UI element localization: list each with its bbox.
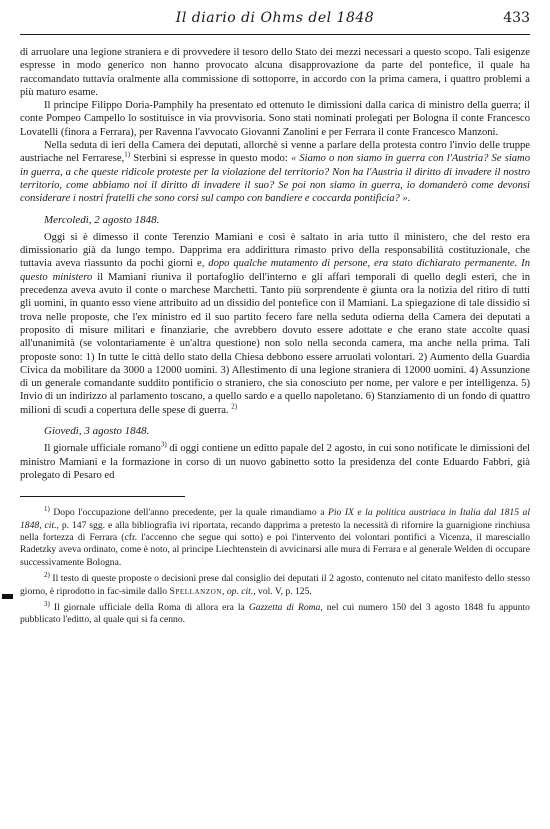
running-header — [20, 10, 530, 32]
footnote — [20, 573, 530, 598]
footnote-ref: 3) — [160, 440, 167, 449]
text-run: , p. 147 sgg. e alla bibliografia ivi riportata, recando dapprima a pretesto la necessità di rifornire la guarnigione rinchiusa nella fortezza di Ferrara (cfr. l'accenno che segue qui sotto) e poi l'intervento dei volontari pontifici a Vicenza, il maresciallo Radetzky aveva ordinato, come è noto, al principe Liechtenstein di avvicinarsi alle mura di Ferrara e al generale Welden di occupare successivamente Bologna. — [20, 519, 530, 568]
footnote-rule — [20, 496, 185, 497]
paragraph — [20, 139, 530, 205]
diary-date: Giovedì, 3 agosto 1848. — [44, 425, 150, 438]
italic-run: op. cit. — [226, 585, 254, 597]
text-run: , vol. V, p. 125. — [253, 585, 312, 597]
text-run: , nel cui numero 150 del 3 agosto 1848 fu appunto pubblicato l'editto, al quale qui si fa cenno. — [20, 602, 530, 626]
text-run: Dopo l'occupazione dell'anno precedente, per la quale rimandiamo a — [49, 507, 328, 519]
page-body — [20, 46, 530, 631]
text-run: Il testo di queste proposte o decisioni prese dal consiglio dei deputati il 2 agosto, contenuto nel citato manifesto dello stesso giorno, è riprodotto in fac-simile dallo — [20, 573, 530, 597]
text-run: il Mamiani riuniva il portafoglio dell'interno e gli affari temporali di quello degli esteri, che in precedenza aveva avuto il conte o marchese Marchetti. Tanto più sorprendente è giunta ora la notizia del ritiro di tutti gli uomini, in quanto esso viene attribuito ad un dissidio del pontefice con il Mamiani. La spiegazione di tale dissidio si trova nelle proposte, che l'ex ministro ed il suo partito fecero fare nella seduta odierna della Camera dei deputati a proposito di misure militari e finanziarie, che avrebbero dovuto essere adottate e che erano state accolte quasi all'unanimità (se volontariamente è un'altra questione) non solo nella seconda camera, ma anche nella prima. Tali proposte sono: 1) In tutte le città dello stato della Chiesa debbono essere arruolati volontari. 2) Aumento della Guardia Civica da mobilitare da 3000 a 12000 uomini. 3) Allestimento di una legione straniera di 12000 uomini. 4) Assunzione di un generale comandante suddito pontificio o straniero, che sia conosciuto per nome, per valore e per intelligenza. 5) Invio di un indirizzo al parlamento toscano, a quello sardo e a quello napoletano. 6) Stanziamento di un fondo di quattro milioni di scudi a copertura delle spese di guerra. — [20, 271, 531, 416]
paragraph — [20, 442, 530, 482]
footnote-number: 1) — [44, 505, 50, 514]
footnote-number: 3) — [44, 599, 50, 608]
text-run: Il giornale ufficiale della Roma di allora era la — [49, 602, 249, 614]
header-rule — [20, 34, 530, 35]
footnote — [20, 507, 530, 569]
footnote — [20, 599, 530, 627]
text-run: Nella seduta di ieri della Camera dei deputati, allorchè si venne a parlare della protesta contro l'invio delle truppe austriache nel Ferrarese, — [20, 140, 530, 165]
text-run: Il giornale ufficiale romano — [44, 443, 161, 455]
text-run: , — [222, 585, 227, 597]
italic-run: Gazzetta di Roma — [248, 602, 321, 614]
author-name: Spellanzon — [169, 585, 223, 597]
footnote-ref: 2) — [231, 402, 238, 411]
quotation: « Siamo o non siamo in guerra con l'Austria? Se siamo in guerra, a che queste ridicole proteste per la violazione del territorio? Non ha l'Austria il diritto di invadere il nostro territorio, come abbiamo noi il diritto di invadere il suo? Se poi non siamo in guerra, io domanderò come devonsi considerare i nostri fratelli che sono corsi sul campo con bandiere e coccarda pontificia? ». — [20, 153, 531, 205]
page-number: 433 — [503, 10, 530, 26]
paragraph: di arruolare una legione straniera e di provvedere il tesoro dello Stato dei mezzi necessari a questo scopo. Tali esigenze espresse in modo generico non hanno provocato alcuna disapprovazione da parte del pontefice, il quale ha raccomandato tuttavia oralmente alla commissione di sottoporre, in accordo con la prima camera, i quattro problemi a più maturo esame. — [20, 47, 530, 98]
margin-marker — [2, 594, 13, 599]
text-run: Oggi si è dimesso il conte Terenzio Mamiani e così è saltato in aria tutto il ministero, che del resto era dimissionario già da lungo tempo. Dapprima era addirittura rimasto privo della responsabilità costituzionale, che tuttavia aveva riassunto da pochi giorni e, — [20, 231, 530, 270]
paragraph: Il principe Filippo Doria-Pamphily ha presentato ed ottenuto le dimissioni dalla carica di ministro della guerra; il conte Pompeo Campello lo sostituisce in via provvisoria. Sono stati nominati prolegati per Bologna il conte Francesco Lovatelli (finora a Ferrara), per Ravenna l'avvocato Giovanni Zanolini e per Ferrara il conte Francesco Manzoni. — [20, 100, 530, 138]
footnote-number: 2) — [44, 571, 50, 580]
footnotes — [20, 507, 530, 627]
text-run: Sterbini si espresse in questo modo: — [130, 153, 291, 165]
running-title: Il diario di Ohms del 1848 — [175, 10, 375, 26]
italic-run: dopo qualche mutamento di persone, era stato dichiarato permanente. In questo ministero — [20, 258, 530, 283]
footnote-ref: 1) — [124, 150, 131, 159]
paragraph — [20, 231, 530, 417]
diary-date: Mercoledì, 2 agosto 1848. — [44, 213, 160, 226]
italic-run: Pio IX e la politica austriaca in Italia dal 1815 al 1848, cit. — [20, 507, 531, 531]
text-run: di oggi contiene un editto papale del 2 agosto, in cui sono notificate le dimissioni del ministro Mamiani e la formazione in corso di un nuovo gabinetto sotto la presidenza del conte Eduardo Fabbri, già prolegato di Pesaro ed — [20, 443, 530, 481]
